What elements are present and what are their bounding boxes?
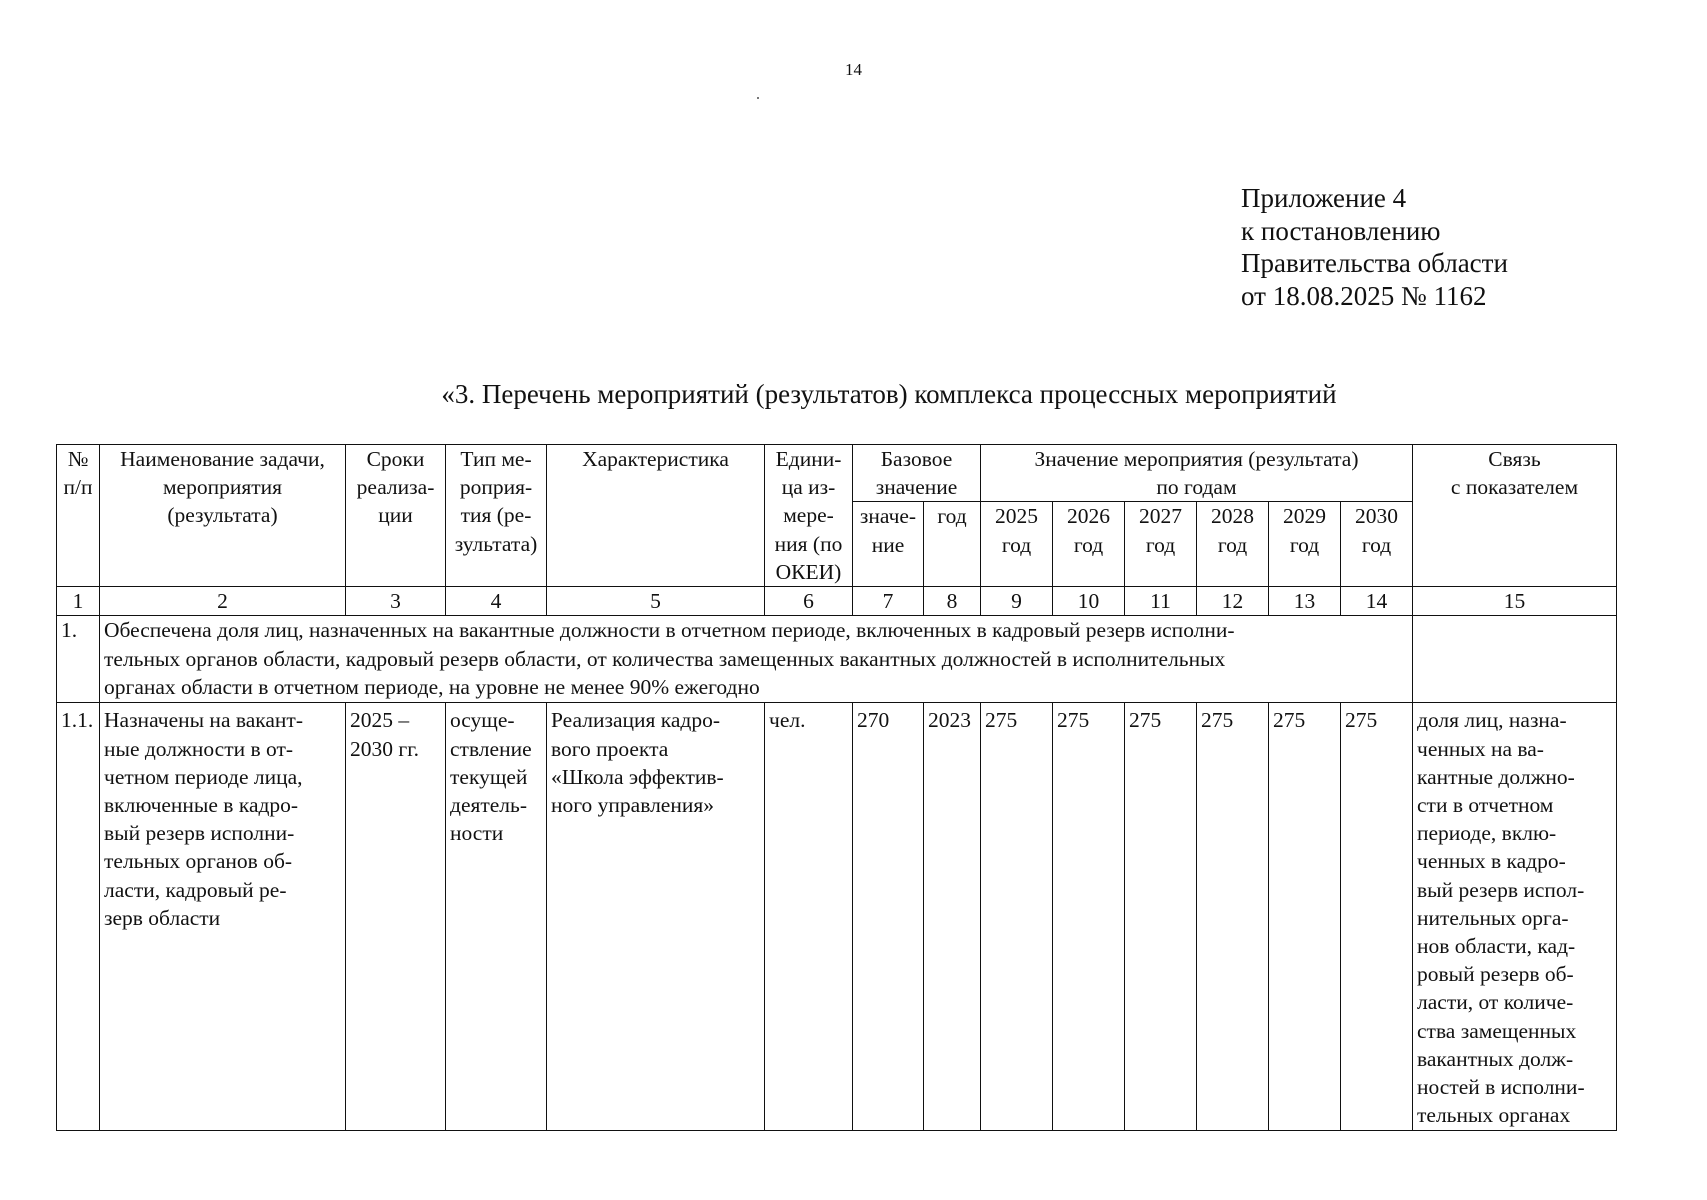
task-link-empty [1413, 616, 1617, 703]
row-value-2029: 275 [1269, 703, 1341, 1131]
column-number: 1 [57, 587, 100, 616]
row-value-2025: 275 [981, 703, 1053, 1131]
column-number: 14 [1341, 587, 1413, 616]
row-type: осуще- ствление текущей деятель- ности [446, 703, 547, 1131]
header-link: Связь с показателем [1413, 445, 1617, 587]
header-type: Тип ме- роприя- тия (ре- зультата) [446, 445, 547, 587]
column-number: 13 [1269, 587, 1341, 616]
row-num: 1.1. [57, 703, 100, 1131]
header-year-2027: 2027 год [1125, 502, 1197, 587]
column-number: 4 [446, 587, 547, 616]
column-number: 5 [547, 587, 765, 616]
header-year-2026: 2026 год [1053, 502, 1125, 587]
header-base: Базовое значение [853, 445, 981, 502]
column-number: 10 [1053, 587, 1125, 616]
column-number: 2 [100, 587, 346, 616]
document-title: «3. Перечень мероприятий (результатов) комплекса процессных мероприятий [441, 379, 1337, 409]
header-year-2028: 2028 год [1197, 502, 1269, 587]
header-base-year: год [924, 502, 981, 587]
column-number: 11 [1125, 587, 1197, 616]
appendix-line: Правительства области [1241, 248, 1508, 278]
column-number: 6 [765, 587, 853, 616]
column-number: 15 [1413, 587, 1617, 616]
column-number: 9 [981, 587, 1053, 616]
header-row-1 [57, 445, 1617, 502]
row-link: доля лиц, назна- ченных на ва- кантные должно- сти в отчетном периоде, вклю- ченных в кадро- вый резерв испол- нительных орга- нов области, кад- ровый резерв об- ласти, от количе- ства замещенных вакантных долж- ностей в исполни- тельных органах [1413, 703, 1617, 1131]
row-value-2028: 275 [1197, 703, 1269, 1131]
task-row [57, 616, 1617, 703]
column-number: 3 [346, 587, 446, 616]
row-value-2026: 275 [1053, 703, 1125, 1131]
row-unit: чел. [765, 703, 853, 1131]
row-value-2030: 275 [1341, 703, 1413, 1131]
row-characteristic: Реализация кадро- вого проекта «Школа эффектив- ного управления» [547, 703, 765, 1131]
row-base-year: 2023 [924, 703, 981, 1131]
appendix-line: Приложение 4 [1241, 183, 1407, 213]
header-base-value: значе- ние [853, 502, 924, 587]
column-number-row [57, 587, 1617, 616]
appendix-line: от 18.08.2025 № 1162 [1241, 280, 1487, 311]
column-number: 8 [924, 587, 981, 616]
header-terms: Сроки реализа- ции [346, 445, 446, 587]
header-name: Наименование задачи, мероприятия (результата) [100, 445, 346, 587]
header-values-by-year: Значение мероприятия (результата) по годам [981, 445, 1413, 502]
header-year-2030: 2030 год [1341, 502, 1413, 587]
row-terms: 2025 – 2030 гг. [346, 703, 446, 1131]
task-text: Обеспечена доля лиц, назначенных на вакантные должности в отчетном периоде, включенных в кадровый резерв исполни- тельных органов области, кадровый резерв области, от количества замещенных вакантных должностей в исполнительных органах области в отчетном периоде, на уровне не менее 90% ежегодно [100, 616, 1413, 703]
table-row [57, 703, 1617, 1131]
column-number: 7 [853, 587, 924, 616]
measures-table [56, 444, 1617, 1131]
header-num: № п/п [57, 445, 100, 587]
appendix-block [1241, 182, 1508, 312]
column-number: 12 [1197, 587, 1269, 616]
header-unit: Едини- ца из- мере- ния (по ОКЕИ) [765, 445, 853, 587]
task-num: 1. [57, 616, 100, 703]
header-year-2029: 2029 год [1269, 502, 1341, 587]
page-number: 14 [845, 60, 862, 79]
scan-speck [757, 97, 759, 99]
measures-table-container [56, 444, 1617, 1131]
row-value-2027: 275 [1125, 703, 1197, 1131]
row-base-value: 270 [853, 703, 924, 1131]
row-name: Назначены на вакант- ные должности в от- четном периоде лица, включенные в кадро- вый резерв исполни- тельных органов об- ласти, кадровый ре- зерв области [100, 703, 346, 1131]
header-year-2025: 2025 год [981, 502, 1053, 587]
header-characteristic: Характеристика [547, 445, 765, 587]
appendix-line: к постановлению [1241, 215, 1441, 246]
